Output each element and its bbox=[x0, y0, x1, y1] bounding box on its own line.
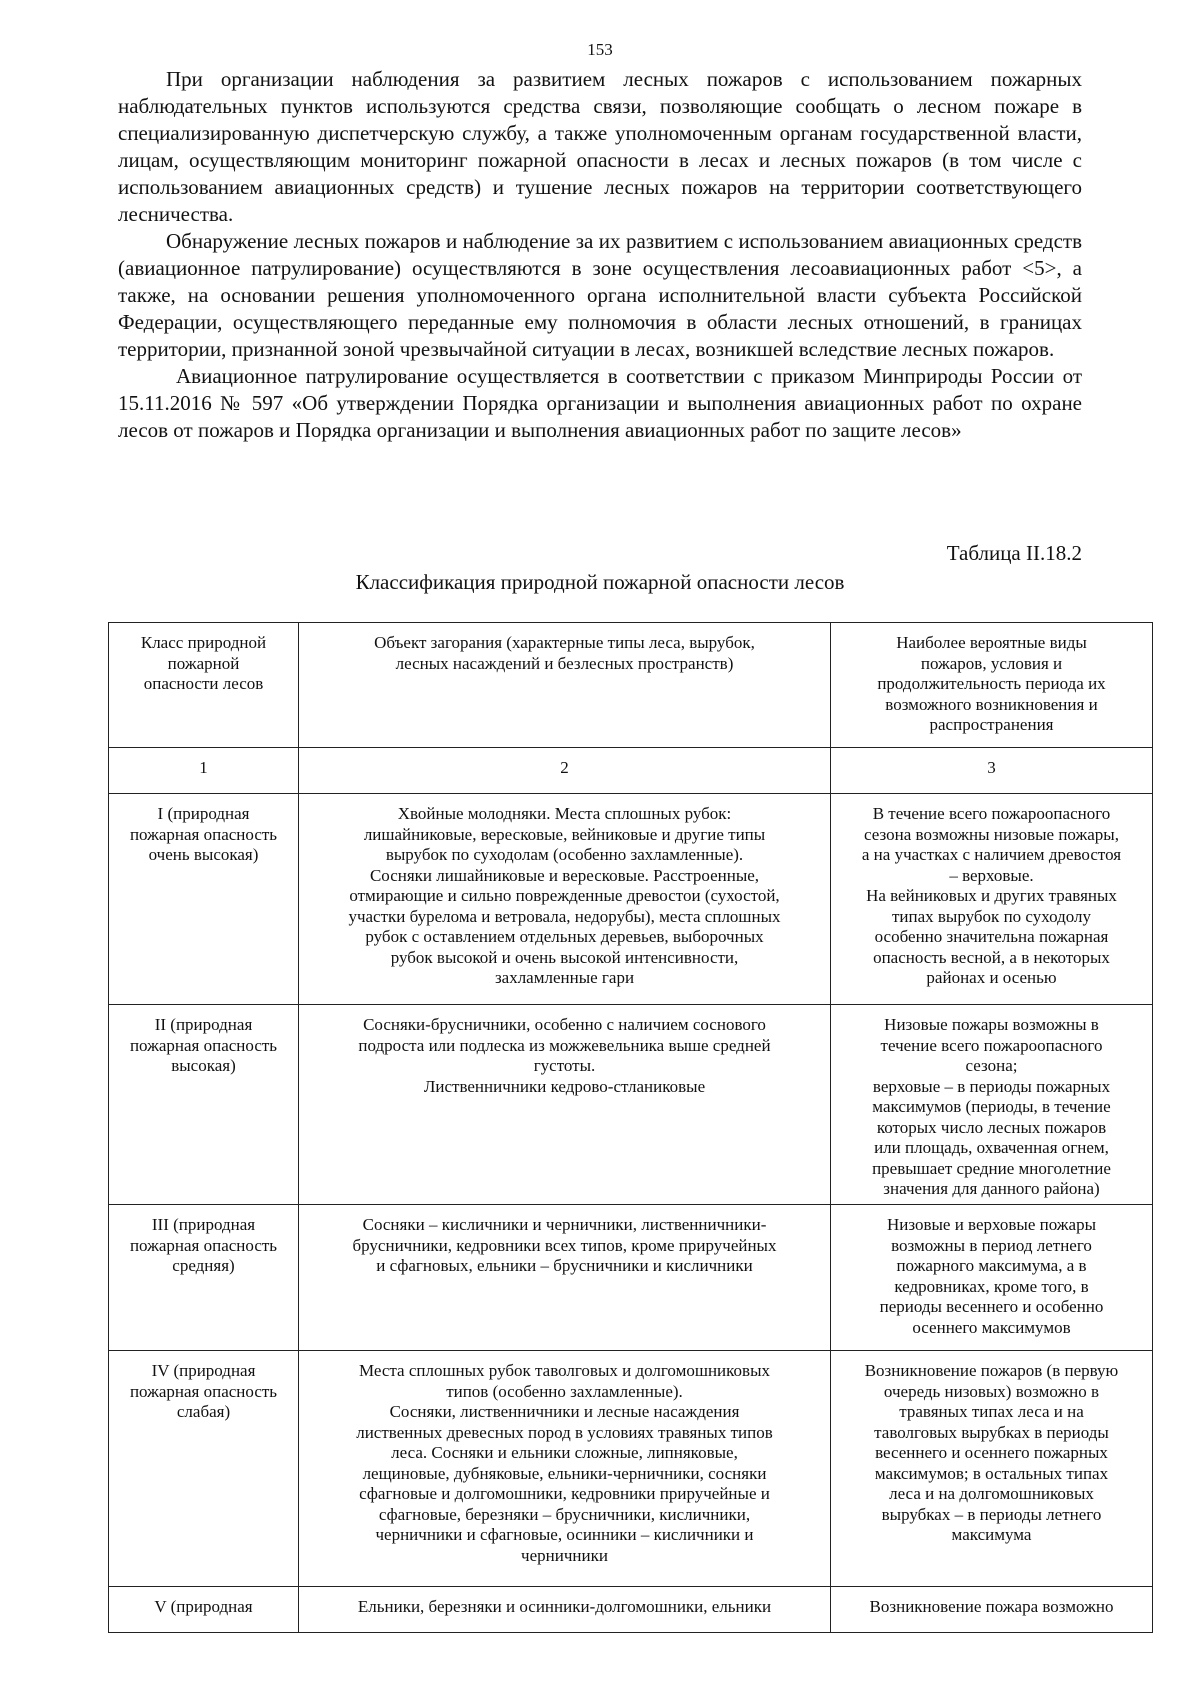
table-row bbox=[109, 1005, 1153, 1205]
header-cell-objects: Объект загорания (характерные типы леса, вырубок, лесных насаждений и безлесных пространств) bbox=[299, 623, 831, 748]
table-header-row bbox=[109, 623, 1153, 748]
fires-cell: Низовые и верховые пожары возможны в период летнего пожарного максимума, а в кедровниках, кроме того, в периоды весеннего и особенно осеннего максимумов bbox=[831, 1205, 1153, 1351]
column-number-1: 1 bbox=[109, 748, 299, 794]
class-cell: II (природная пожарная опасность высокая) bbox=[109, 1005, 299, 1205]
table-number: Таблица II.18.2 bbox=[946, 541, 1082, 565]
objects-cell: Места сплошных рубок таволговых и долгомошниковых типов (особенно захламленные). Сосняки, лиственничники и лесные насаждения лиственных древесных пород в условиях травяных типов леса. Сосняки и ельники сложные, липняковые, лещиновые, дубняковые, ельники-черничники, сосняки сфагновые и долгомошники, кедровники приручейные и сфагновые, березняки – брусничники, кисличники, черничники и сфагновые, осинники – кисличники и черничники bbox=[299, 1351, 831, 1587]
body-text bbox=[118, 66, 1082, 444]
header-cell-fires: Наиболее вероятные виды пожаров, условия и продолжительность периода их возможного возникновения и распространения bbox=[831, 623, 1153, 748]
table-row bbox=[109, 794, 1153, 1005]
class-cell: V (природная bbox=[109, 1587, 299, 1633]
fire-danger-classification-table bbox=[108, 622, 1153, 1633]
header-cell-class: Класс природной пожарной опасности лесов bbox=[109, 623, 299, 748]
class-cell: III (природная пожарная опасность средняя) bbox=[109, 1205, 299, 1351]
paragraph-observation: При организации наблюдения за развитием лесных пожаров с использованием пожарных наблюдательных пунктов используются средства связи, позволяющие сообщать о лесном пожаре в специализированную диспетчерскую службу, а также уполномоченным органам государственной власти, лицам, осуществляющим мониторинг пожарной опасности в лесах и лесных пожаров (в том числе с использованием авиационных средств) и тушение лесных пожаров на территории соответствующего лесничества. bbox=[118, 67, 1082, 226]
paragraph-detection: Обнаружение лесных пожаров и наблюдение за их развитием с использованием авиационных средств (авиационное патрулирование) осуществляются в зоне осуществления лесоавиационных работ <5>, а также, на основании решения уполномоченного органа исполнительной власти субъекта Российской Федерации, осуществляющего переданные ему полномочия в области лесных отношений, в границах территории, признанной зоной чрезвычайной ситуации в лесах, возникшей вследствие лесных пожаров. bbox=[118, 229, 1082, 361]
column-number-3: 3 bbox=[831, 748, 1153, 794]
table-row bbox=[109, 1205, 1153, 1351]
class-cell: IV (природная пожарная опасность слабая) bbox=[109, 1351, 299, 1587]
objects-cell: Хвойные молодняки. Места сплошных рубок: лишайниковые, вересковые, вейниковые и другие типы вырубок по суходолам (особенно захламленные). Сосняки лишайниковые и вересковые. Расстроенные, отмирающие и сильно поврежденные древостои (сухостой, участки бурелома и ветровала, недорубы), места сплошных рубок с оставлением отдельных деревьев, выборочных рубок высокой и очень высокой интенсивности, захламленные гари bbox=[299, 794, 831, 1005]
table-row bbox=[109, 1587, 1153, 1633]
objects-cell: Ельники, березняки и осинники-долгомошники, ельники bbox=[299, 1587, 831, 1633]
page-number: 153 bbox=[587, 40, 613, 59]
paragraph-air-patrol: Авиационное патрулирование осуществляется в соответствии с приказом Минприроды России от 15.11.2016 № 597 «Об утверждении Порядка организации и выполнения авиационных работ по охране лесов от пожаров и Порядка организации и выполнения авиационных работ по защите лесов» bbox=[118, 364, 1082, 442]
table-title: Классификация природной пожарной опасности лесов bbox=[355, 570, 845, 594]
fires-cell: Возникновение пожара возможно bbox=[831, 1587, 1153, 1633]
objects-cell: Сосняки-брусничники, особенно с наличием соснового подроста или подлеска из можжевельника выше средней густоты. Лиственничники кедрово-стланиковые bbox=[299, 1005, 831, 1205]
fires-cell: Низовые пожары возможны в течение всего пожароопасного сезона; верховые – в периоды пожарных максимумов (периоды, в течение которых число лесных пожаров или площадь, охваченная огнем, превышает средние многолетние значения для данного района) bbox=[831, 1005, 1153, 1205]
table-row bbox=[109, 1351, 1153, 1587]
column-number-row bbox=[109, 748, 1153, 794]
class-cell: I (природная пожарная опасность очень высокая) bbox=[109, 794, 299, 1005]
fires-cell: Возникновение пожаров (в первую очередь низовых) возможно в травяных типах леса и на таволговых вырубках в периоды весеннего и осеннего пожарных максимумов; в остальных типах леса и на долгомошниковых вырубках – в периоды летнего максимума bbox=[831, 1351, 1153, 1587]
column-number-2: 2 bbox=[299, 748, 831, 794]
fires-cell: В течение всего пожароопасного сезона возможны низовые пожары, а на участках с наличием древостоя – верховые. На вейниковых и других травяных типах вырубок по суходолу особенно значительна пожарная опасность весной, а в некоторых районах и осенью bbox=[831, 794, 1153, 1005]
objects-cell: Сосняки – кисличники и черничники, лиственничники- брусничники, кедровники всех типов, кроме приручейных и сфагновых, ельники – брусничники и кисличники bbox=[299, 1205, 831, 1351]
